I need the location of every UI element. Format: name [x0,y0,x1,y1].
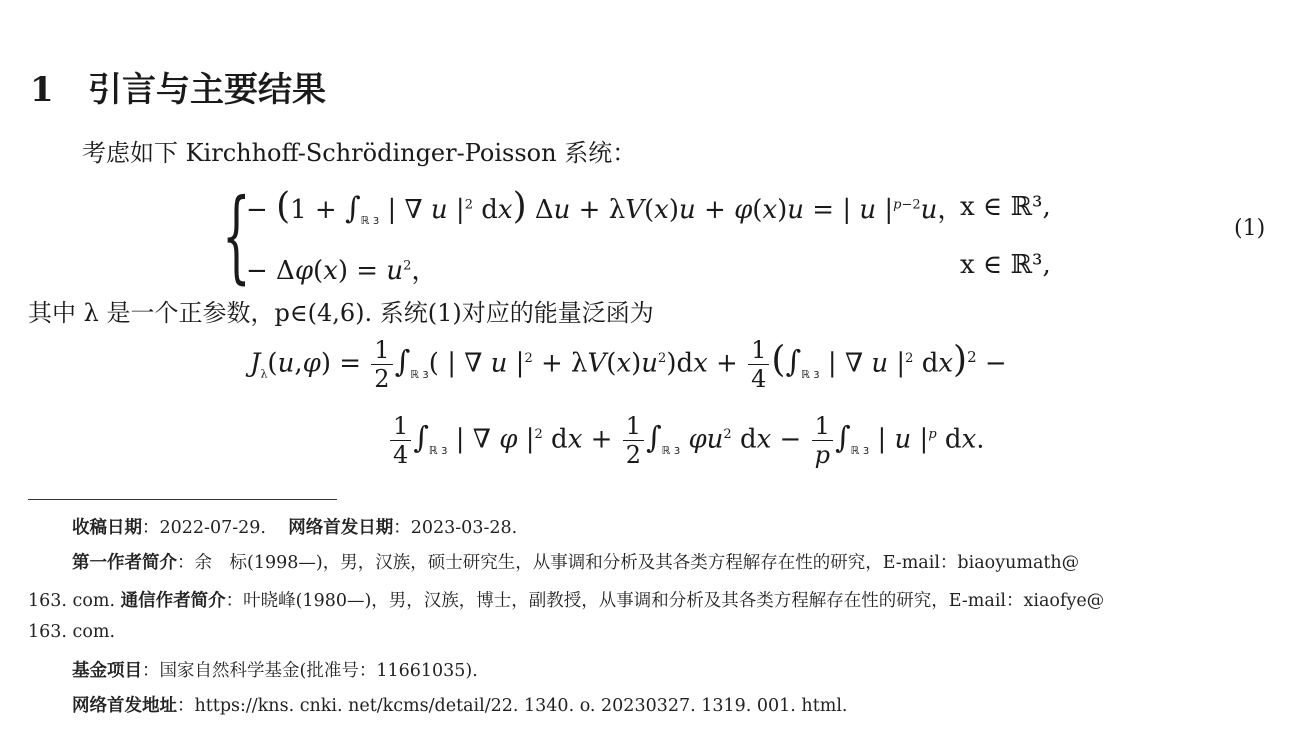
footnote-dates: 收稿日期：2022-07-29. 网络首发日期：2023-03-28. [72,518,518,538]
system-equation-2: − $\Delta\varphi(x) = u^2$， [246,256,438,286]
paragraph-text: 其中 λ 是一个正参数，p∈(4,6). 系统(1)对应的能量泛函为 [28,299,654,327]
online-date-label: 网络首发日期 [288,518,394,538]
online-url-line: 网络首发地址：https://kns. cnki. net/kcms/detail/22. 1340. o. 20230327. 1319. 001. html. [72,696,848,716]
intro-text: 考虑如下 Kirchhoff-Schrödinger-Poisson 系统： [82,139,637,167]
corr-author-text: 叶晓峰(1980—)，男，汉族，博士，副教授，从事调和分析及其各类方程解存在性的研究，E-mail：xiaofye@ [243,591,1105,611]
corr-author-email-tail: 163. com. [28,622,116,642]
system-domain-1: x ∈ ℝ³, [960,192,1051,222]
online-date-value: 2023-03-28. [410,518,518,538]
section-number: 1 [30,70,54,110]
received-label: 收稿日期 [72,518,142,538]
first-author-email-tail: 163. com. [28,591,116,611]
functional-line-1: $J_\lambda(u,\varphi)$ = $\frac{1}{2}$ $\int_{ℝ 3}$( | ∇ u $|^2 + \lambda V(x)u^2)dx$ + $\frac{1}{4}$ ($\int_{ℝ 3}$ | ∇ u $|^2$ dx)$^2$ − [250,336,1007,393]
corr-author-label: 通信作者简介 [120,591,226,611]
fund-text: 国家自然科学基金(批准号：11661035). [159,661,478,681]
first-author-line: 第一作者简介：余 标(1998—)，男，汉族，硕士研究生，从事调和分析及其各类方程解存在性的研究，E-mail：biaoyumath@ [72,553,1080,573]
received-value: 2022-07-29. [159,518,266,538]
first-author-label: 第一作者简介 [72,553,177,573]
system-domain-2: x ∈ ℝ³, [960,250,1051,280]
fund-label: 基金项目 [72,661,142,681]
fund-line: 基金项目：国家自然科学基金(批准号：11661035). [72,661,478,681]
section-heading [30,62,326,111]
corr-author-line: 163. com. 通信作者简介：叶晓峰(1980—)，男，汉族，博士，副教授，从事调和分析及其各类方程解存在性的研究，E-mail：xiaofye@ [28,591,1105,611]
equation-label: (1) [1234,216,1266,241]
system-brace: { [222,177,251,294]
section-title: 引言与主要结果 [88,70,326,110]
online-url-link[interactable]: https://kns. cnki. net/kcms/detail/22. 1340. o. 20230327. 1319. 001. html. [194,696,848,716]
first-author-text: 余 标(1998—)，男，汉族，硕士研究生，从事调和分析及其各类方程解存在性的研究，E-mail：biaoyumath@ [194,553,1080,573]
online-url-label: 网络首发地址 [72,696,177,716]
system-equation-1: − ($1 + \int_{ℝ 3}$ | ∇ u $|^2$ dx) Δu + λV(x)u + φ(x)u = | u $|^{p-2}u$， [246,186,964,228]
functional-line-2: $\frac{1}{4}$ $\int_{ℝ 3}$ | ∇ φ $|^2$ dx + $\frac{1}{2}$ $\int_{ℝ 3}$ $\varphi u^2$ dx − $\frac{1}{p}$ $\int_{ℝ 3}$ | u $|^p$ dx. [388,412,985,469]
footnote-divider [28,499,337,500]
